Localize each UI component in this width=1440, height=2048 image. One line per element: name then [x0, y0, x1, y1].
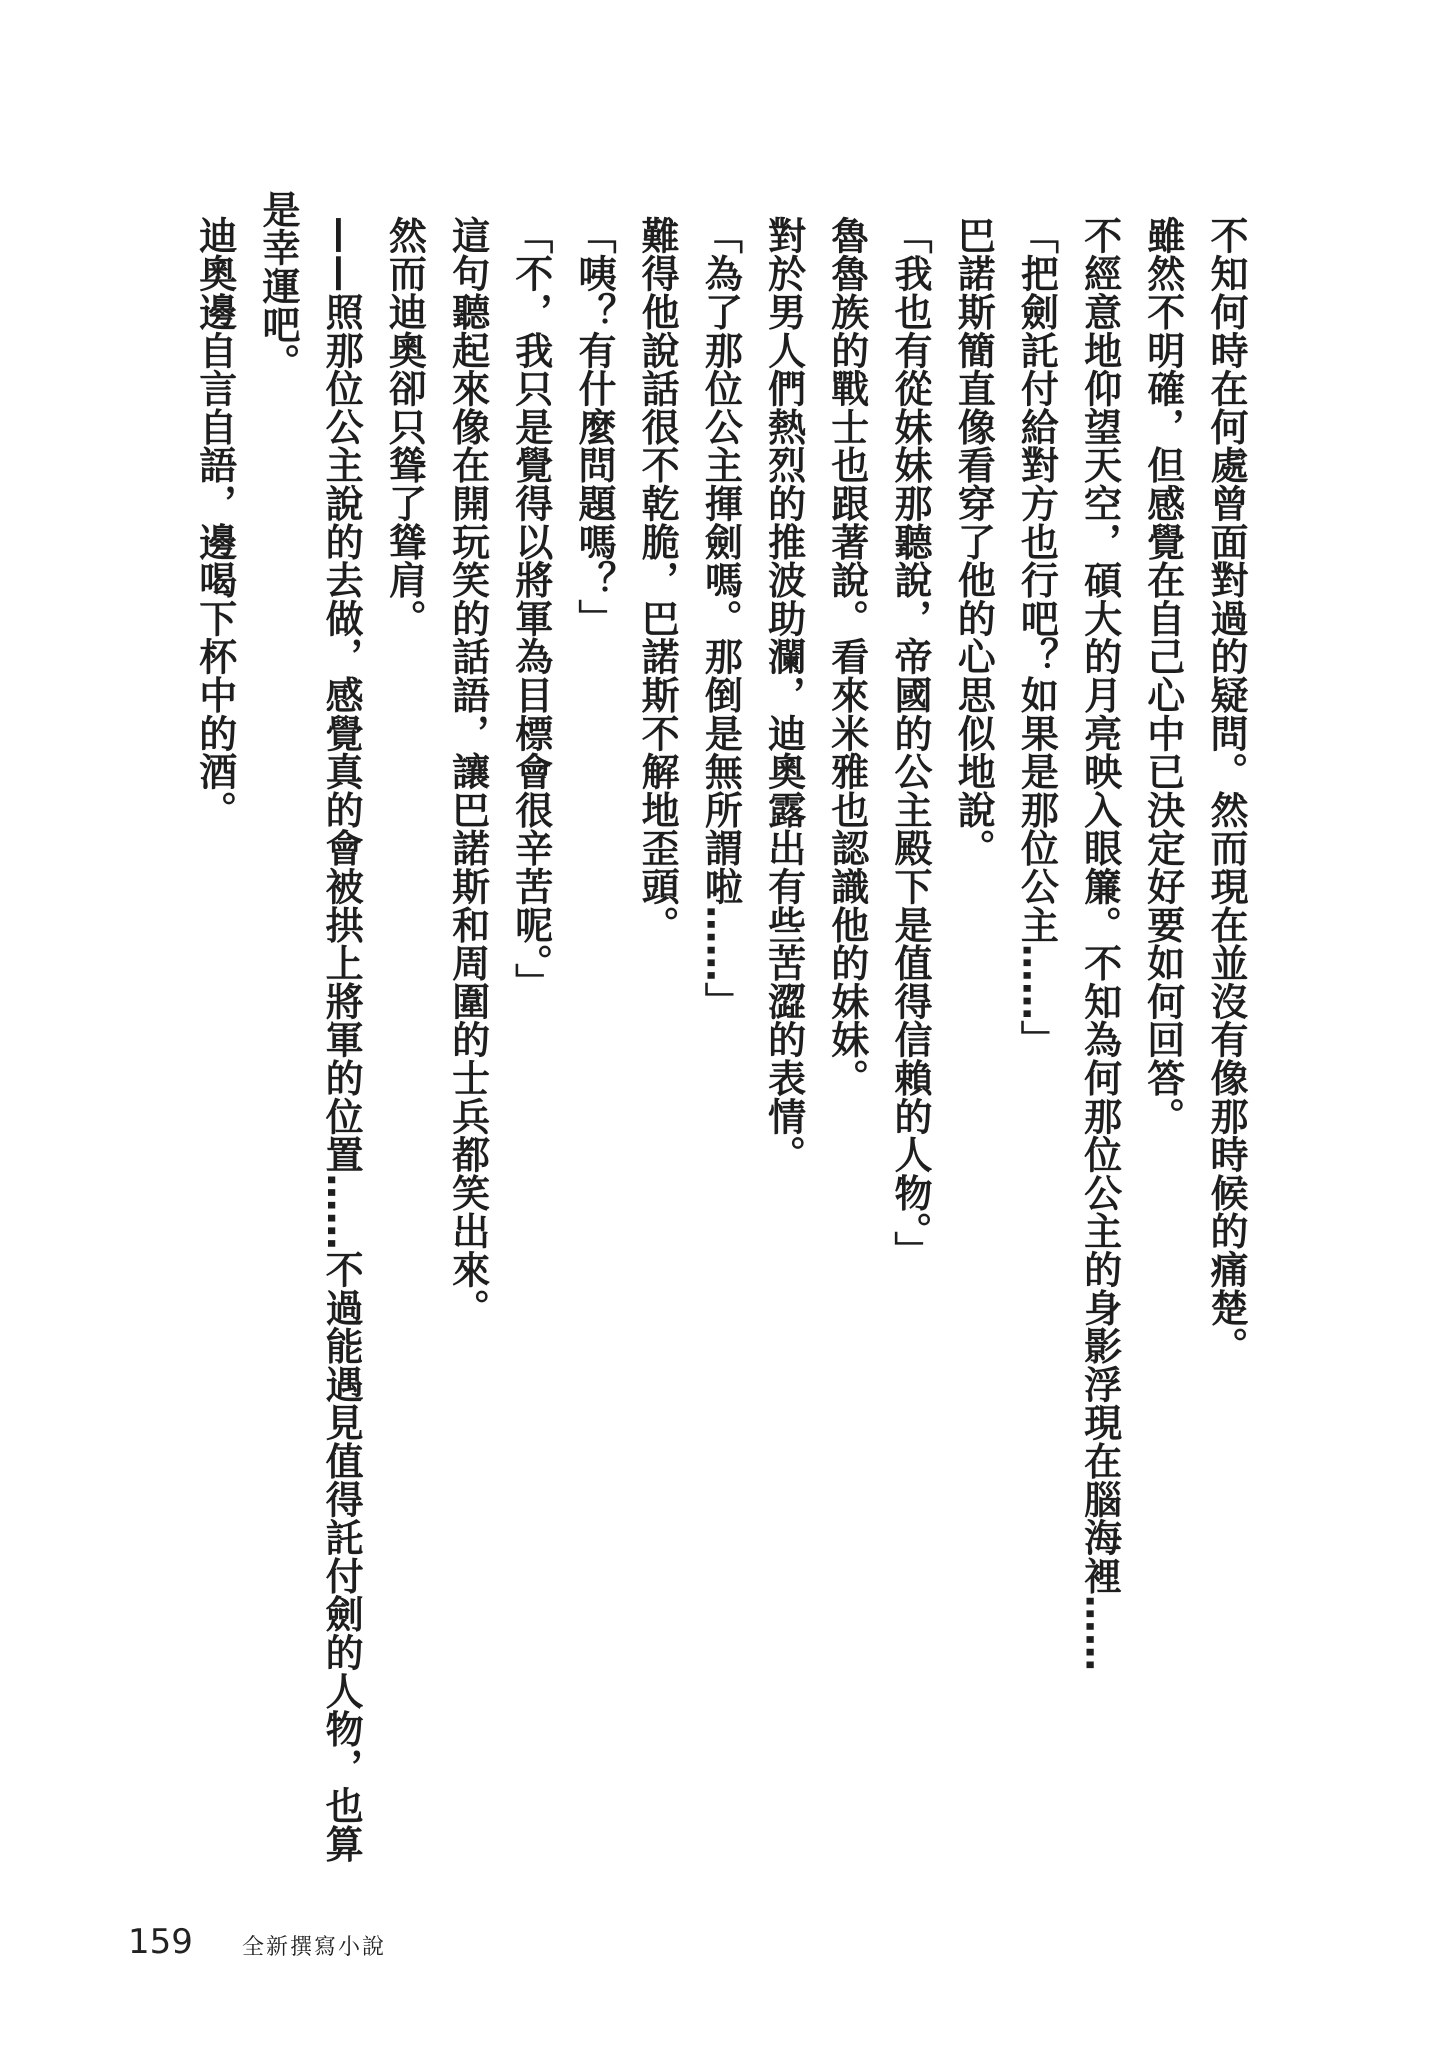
- page-number: 159: [128, 1922, 193, 1962]
- text-line: 「把劍託付給對方也行吧？如果是那位公主……」: [1014, 215, 1059, 1059]
- body-text: [183, 190, 1257, 1863]
- text-line: 這句聽起來像在開玩笑的話語，讓巴諾斯和周圍的士兵都笑出來。: [445, 215, 490, 1327]
- text-line: 不經意地仰望天空，碩大的月亮映入眼簾。不知為何那位公主的身影浮現在腦海裡……: [1077, 215, 1122, 1672]
- text-line: 巴諾斯簡直像看穿了他的心思似地說。: [951, 215, 996, 867]
- text-line: ——照那位公主說的去做，感覺真的會被拱上將軍的位置……不過能遇見值得託付劍的人物，也算: [319, 215, 364, 1863]
- text-line: 「咦？有什麼問題嗎？」: [571, 215, 616, 638]
- text-line: 魯魯族的戰士也跟著說。看來米雅也認識他的妹妹。: [824, 215, 869, 1097]
- text-line-continuation: 是幸運吧。: [255, 190, 300, 382]
- text-line: 「我也有從妹妹那聽說，帝國的公主殿下是值得信賴的人物。」: [887, 215, 932, 1270]
- text-line: 然而迪奧卻只聳了聳肩。: [382, 215, 427, 638]
- running-title: 全新撰寫小說: [242, 1935, 387, 1960]
- text-line: 難得他說話很不乾脆，巴諾斯不解地歪頭。: [635, 215, 680, 944]
- text-line: 對於男人們熱烈的推波助瀾，迪奧露出有些苦澀的表情。: [761, 215, 806, 1174]
- text-line: 「為了那位公主揮劍嗎。那倒是無所謂啦……」: [698, 215, 743, 1021]
- text-line: 「不，我只是覺得以將軍為目標會很辛苦呢。」: [508, 215, 553, 1002]
- text-line: 雖然不明確，但感覺在自己心中已決定好要如何回答。: [1140, 215, 1185, 1136]
- text-line: 迪奧邊自言自語，邊喝下杯中的酒。: [192, 215, 237, 829]
- text-line: 不知何時在何處曾面對過的疑問。然而現在並沒有像那時候的痛楚。: [1204, 215, 1248, 1365]
